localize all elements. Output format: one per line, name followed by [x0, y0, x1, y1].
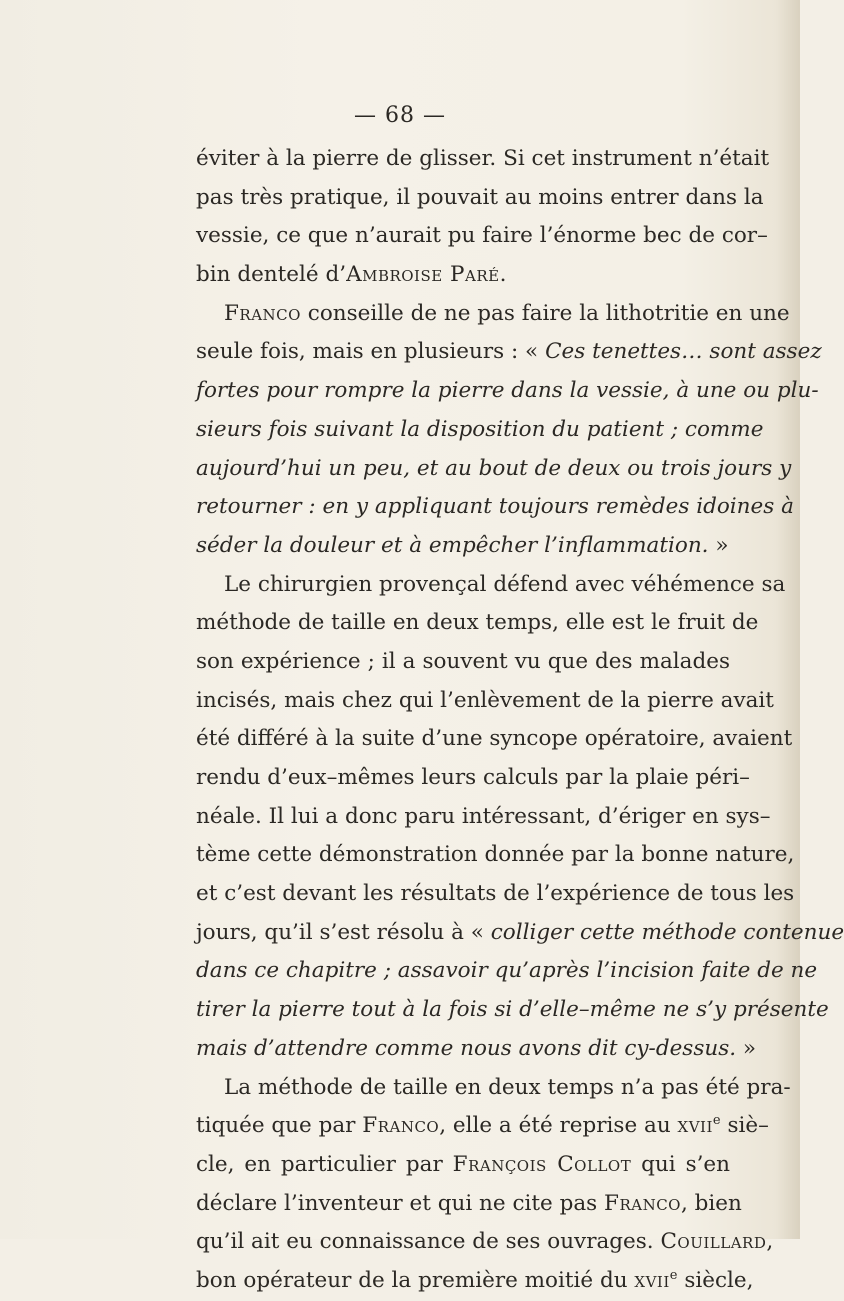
text-run: , elle a été reprise au [439, 1113, 678, 1139]
small-caps-name: Franco [362, 1113, 440, 1139]
text-run: néale. Il lui a donc paru intéressant, d’ériger en sys– [196, 803, 771, 829]
text-line [196, 1030, 757, 1069]
text-line [196, 450, 792, 489]
text-run: rendu d’eux–mêmes leurs calculs par la plaie péri– [196, 765, 750, 790]
italic-quote: colliger cette méthode contenue [490, 919, 844, 945]
small-caps-name: Franco [224, 300, 301, 326]
text-run: conseille de ne pas faire la lithotritie en une [300, 300, 790, 326]
text-run: , [766, 1229, 774, 1255]
small-caps-name: Franco [604, 1190, 681, 1216]
text-run: siècle, [677, 1267, 754, 1293]
text-line [196, 372, 819, 411]
text-run: bin dentelé d’ [196, 262, 347, 288]
text-line [196, 1069, 791, 1108]
text-run: méthode de taille en deux temps, elle est le fruit de [196, 610, 759, 636]
text-run: tème cette démonstration donnée par la bonne nature, [196, 842, 795, 868]
superscript: e [669, 1267, 678, 1283]
text-line [196, 1107, 769, 1146]
text-line [196, 295, 790, 334]
text-line [196, 875, 795, 914]
text-line [196, 566, 786, 605]
small-caps-name: Ambroise Paré [346, 262, 500, 288]
italic-quote: retourner : en y appliquant toujours remèdes idoines à [196, 494, 794, 520]
text-line [196, 836, 795, 875]
text-line [196, 1223, 774, 1262]
text-line [196, 411, 764, 450]
text-line [196, 333, 822, 372]
text-run: incisés, mais chez qui l’enlèvement de la pierre avait [196, 687, 774, 713]
text-run: cle, en particulier par [196, 1151, 453, 1177]
italic-quote: Ces tenettes… sont assez [545, 339, 822, 365]
text-line [196, 914, 844, 953]
small-caps-name: François Collot [452, 1151, 632, 1177]
text-line [196, 179, 764, 218]
italic-quote: dans ce chapitre ; assavoir qu’après l’incision faite de ne [196, 958, 818, 984]
text-line [196, 682, 774, 721]
italic-quote: fortes pour rompre la pierre dans la vessie, à une ou plu- [196, 378, 819, 404]
text-line [196, 952, 818, 991]
text-run: La méthode de taille en deux temps n’a pas été pra- [224, 1074, 791, 1100]
italic-quote: mais d’attendre comme nous avons dit cy-dessus. [196, 1035, 737, 1061]
text-run: qui s’en [631, 1151, 731, 1177]
text-line [196, 1146, 730, 1185]
text-line [196, 991, 829, 1030]
text-line [196, 527, 730, 566]
text-run: bon opérateur de la première moitié du [196, 1267, 635, 1293]
text-run: siè– [720, 1113, 769, 1139]
text-run: vessie, ce que n’aurait pu faire l’énorme bec de cor– [196, 223, 768, 249]
text-line [196, 720, 793, 759]
text-run: seule fois, mais en plusieurs : « [196, 339, 546, 365]
text-line [196, 643, 730, 682]
text-line [196, 217, 768, 256]
italic-quote: aujourd’hui un peu, et au bout de deux ou trois jours y [196, 455, 792, 481]
italic-quote: tirer la pierre tout à la fois si d’elle–même ne s’y présente [196, 997, 829, 1023]
text-line [196, 759, 750, 798]
text-run: qu’il ait eu connaissance de ses ouvrages. [196, 1229, 661, 1255]
italic-quote: sieurs fois suivant la disposition du patient ; comme [196, 416, 764, 442]
small-caps-name: xvii [634, 1267, 670, 1293]
text-run: jours, qu’il s’est résolu à « [196, 919, 491, 945]
text-line [196, 798, 771, 837]
text-run: pas très pratique, il pouvait au moins entrer dans la [196, 184, 764, 210]
text-line [196, 256, 730, 295]
text-line [196, 604, 759, 643]
text-run: déclare l’inventeur et qui ne cite pas [196, 1190, 605, 1216]
text-run: , bien [680, 1190, 742, 1216]
text-run: » [736, 1035, 757, 1061]
text-run: éviter à la pierre de glisser. Si cet instrument n’était [196, 146, 770, 171]
page-number: — 68 — [354, 103, 446, 128]
superscript: e [712, 1113, 721, 1129]
text-run: et c’est devant les résultats de l’expérience de tous les [196, 881, 795, 907]
text-run: été différé à la suite d’une syncope opératoire, avaient [196, 726, 793, 752]
text-line [196, 1262, 754, 1301]
small-caps-name: Couillard [660, 1229, 767, 1255]
text-line [196, 140, 770, 179]
text-line [196, 1185, 742, 1224]
text-line [196, 488, 794, 527]
text-run: » [708, 532, 729, 558]
text-run: tiquée que par [196, 1113, 363, 1139]
small-caps-name: xvii [677, 1113, 713, 1139]
text-run: son expérience ; il a souvent vu que des malades [196, 648, 730, 674]
text-run: . [499, 262, 507, 288]
text-run: Le chirurgien provençal défend avec véhémence sa [224, 571, 786, 597]
italic-quote: séder la douleur et à empêcher l’inflammation. [196, 532, 709, 558]
body-text [196, 140, 844, 1301]
